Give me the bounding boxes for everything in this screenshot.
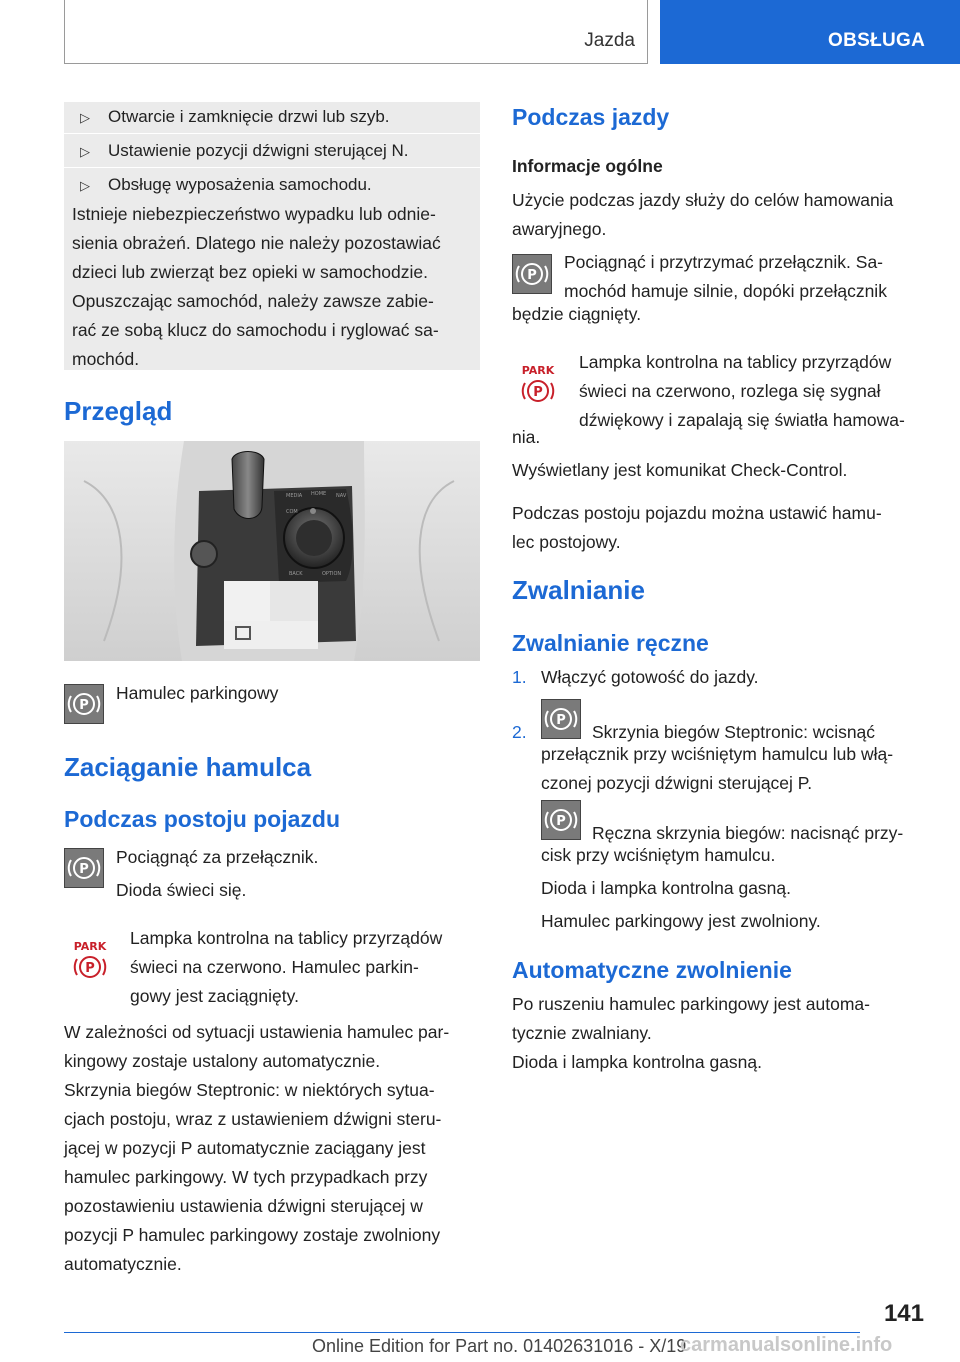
triangle-bullet-icon: ▷ xyxy=(80,178,90,193)
header-section-box xyxy=(64,0,648,64)
general-text: Użycie podczas jazdy służy do celów hamowania awaryjnego. xyxy=(512,190,894,239)
manual-release-heading: Zwalnianie ręczne xyxy=(512,630,709,656)
step-number: 2. xyxy=(512,722,527,742)
step-text: Włączyć gotowość do jazdy. xyxy=(541,667,759,687)
step-number: 1. xyxy=(512,667,527,687)
photo-label: MEDIA xyxy=(286,493,303,499)
overview-heading: Przegląd xyxy=(64,396,173,426)
pull-hold-text-b: będzie ciągnięty. xyxy=(512,304,642,324)
instruction-text: Pociągnąć za przełącznik. xyxy=(116,847,319,867)
watermark: carmanualsonline.info xyxy=(680,1334,893,1356)
parking-brake-button-icon xyxy=(512,254,552,294)
auto-release-heading: Automatyczne zwolnienie xyxy=(512,957,792,983)
step-text: Skrzynia biegów Steptronic: wcisnąć xyxy=(592,722,876,742)
led-off-text: Dioda i lampka kontrolna gasną. xyxy=(512,1052,763,1072)
driving-heading: Podczas jazdy xyxy=(512,104,670,130)
page-number: 141 xyxy=(883,1300,924,1327)
photo-label: NAV xyxy=(336,493,347,499)
svg-text:P: P xyxy=(85,961,95,976)
auto-release-text: Po ruszeniu hamulec parkingowy jest automa- tycznie zwalniany. xyxy=(512,994,870,1043)
warning-text: Istnieje niebezpieczeństwo wypadku lub odnie- sienia obrażeń. Dlatego nie należy pozostawiać dzieci lub zwierząt bez opieki w samochodzie. Opuszczając samochód, należy zawsze zabie- rać ze sobą klucz do samochodu i ryglować sa- mochód. xyxy=(72,204,441,369)
triangle-bullet-icon: ▷ xyxy=(80,110,90,125)
warning-item: Obsługę wyposażenia samochodu. xyxy=(108,175,372,194)
released-text: Hamulec parkingowy jest zwolniony. xyxy=(541,911,821,931)
park-lamp-text-end: nia. xyxy=(512,427,541,447)
svg-text:P: P xyxy=(556,814,566,829)
step-text-cont: przełącznik przy wciśniętym hamulcu lub włą- czonej pozycji dźwigni sterującej P. xyxy=(541,744,894,793)
warning-item: Otwarcie i zamknięcie drzwi lub szyb. xyxy=(108,107,390,126)
footer-edition: Online Edition for Part no. 01402631016 - X/19 xyxy=(312,1336,687,1356)
center-console-photo xyxy=(64,441,480,661)
svg-text:P: P xyxy=(556,713,566,728)
instruction-text: Dioda świeci się. xyxy=(116,880,247,900)
header-chapter-title: OBSŁUGA xyxy=(828,30,926,51)
parking-brake-button-icon xyxy=(64,684,104,724)
button-caption: Hamulec parkingowy xyxy=(116,683,279,703)
footer-divider xyxy=(64,1332,860,1333)
led-off-text: Dioda i lampka kontrolna gasną. xyxy=(541,878,792,898)
general-heading: Informacje ogólne xyxy=(512,156,663,176)
svg-text:P: P xyxy=(79,862,89,877)
auto-apply-text: W zależności od sytuacji ustawienia hamulec par- kingowy zostaje ustalony automatycznie. xyxy=(64,1022,450,1071)
steptronic-text: Skrzynia biegów Steptronic: w niektórych sytua- cjach postoju, wraz z ustawieniem dźwigni steru- jącej w pozycji P automatycznie zaciągany jest hamulec parkingowy. W tych przypadkach przy pozostawieniu ustawienia dźwigni sterującej w pozycji P hamulec parkingowy zostaje zwolniony automatycznie. xyxy=(64,1080,442,1274)
svg-text:P: P xyxy=(533,385,543,400)
stationary-note: Podczas postoju pojazdu można ustawić hamu- lec postojowy. xyxy=(512,503,882,552)
parking-brake-button-icon xyxy=(541,800,581,840)
header-chapter-tab[interactable] xyxy=(660,0,960,64)
warning-divider xyxy=(64,167,480,168)
svg-text:PARK: PARK xyxy=(521,364,555,377)
stationary-heading: Podczas postoju pojazdu xyxy=(64,806,341,832)
header-section-title: Jazda xyxy=(584,30,635,51)
svg-text:P: P xyxy=(527,268,537,283)
manual-gear-text: Ręczna skrzynia biegów: nacisnąć przy- xyxy=(592,823,904,843)
release-heading: Zwalnianie xyxy=(512,575,645,605)
manual-gear-text-cont: cisk przy wciśniętym hamulcu. xyxy=(541,845,776,865)
svg-text:P: P xyxy=(79,698,89,713)
pull-hold-text-a: Pociągnąć i przytrzymać przełącznik. Sa- mochód hamuje silnie, dopóki przełącznik xyxy=(564,252,887,301)
park-lamp-text: Lampka kontrolna na tablicy przyrządów świeci na czerwono. Hamulec parkin- gowy jest zaciągnięty. xyxy=(130,928,443,1006)
parking-brake-button-icon xyxy=(541,699,581,739)
check-control-text: Wyświetlany jest komunikat Check-Control. xyxy=(512,460,848,480)
apply-brake-heading: Zaciąganie hamulca xyxy=(64,752,312,782)
photo-label: COM xyxy=(286,509,298,515)
photo-label: HOME xyxy=(311,491,327,497)
warning-item: Ustawienie pozycji dźwigni sterującej N. xyxy=(108,141,409,160)
svg-text:PARK: PARK xyxy=(73,940,107,953)
photo-label: OPTION xyxy=(322,571,342,577)
warning-divider xyxy=(64,133,480,134)
triangle-bullet-icon: ▷ xyxy=(80,144,90,159)
park-warning-icon xyxy=(518,362,558,406)
parking-brake-button-icon xyxy=(64,848,104,888)
park-lamp-text: Lampka kontrolna na tablicy przyrządów świeci na czerwono, rozlega się sygnał dźwiękowy i zapalają się światła hamowa- xyxy=(579,352,905,430)
park-warning-icon xyxy=(70,938,110,982)
photo-label: BACK xyxy=(289,571,303,577)
